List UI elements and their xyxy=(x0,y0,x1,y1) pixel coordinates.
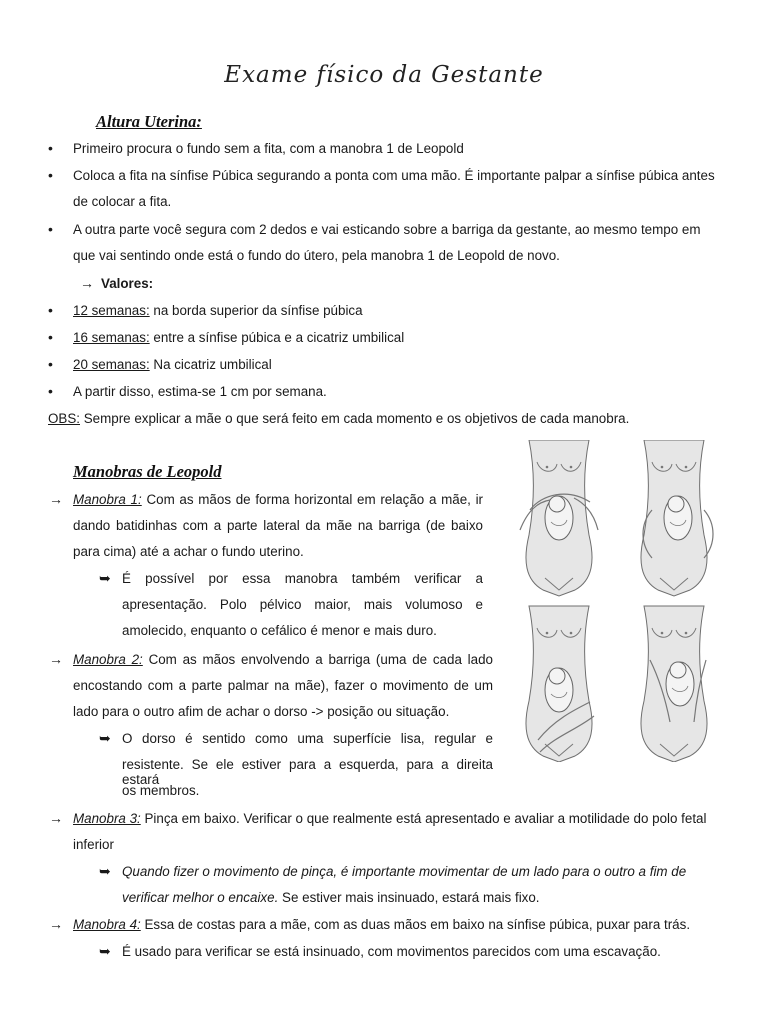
obs-line xyxy=(48,411,629,426)
leopold-illustrations xyxy=(510,440,730,762)
valor-text: Na cicatriz umbilical xyxy=(149,357,272,372)
manobra-2-sub-line-3: os membros. xyxy=(122,783,200,798)
manobra-4-text: Essa de costas para a mãe, com as duas mãos em baixo na sínfise púbica, puxar para trás. xyxy=(140,917,691,932)
arrow-icon: → xyxy=(49,810,63,826)
manobra-1-line-2: dando batidinhas com a parte lateral da mãe na barriga (de baixo xyxy=(73,518,483,533)
altura-bullet-3-line-1: A outra parte você segura com 2 dedos e vai esticando sobre a barriga da gestante, ao mesmo tempo em xyxy=(73,222,701,237)
manobra-1-line-3: para cima) até a achar o fundo uterino. xyxy=(73,544,304,559)
arrow-icon: → xyxy=(49,491,63,507)
manobra-1-sub-line-2: apresentação. Polo pélvico maior, mais volumoso e xyxy=(122,597,483,612)
valor-label: 12 semanas: xyxy=(73,303,150,318)
valor-text: na borda superior da sínfise púbica xyxy=(149,303,363,318)
manobra-2-figure xyxy=(641,440,713,596)
manobra-3-line-2: inferior xyxy=(73,837,114,852)
bullet-icon: • xyxy=(48,221,53,237)
manobra-4-label: Manobra 4: xyxy=(73,917,141,932)
page-title: Exame físico da Gestante xyxy=(224,62,544,88)
bullet-icon: • xyxy=(48,140,53,156)
valor-text: entre a sínfise púbica e a cicatriz umbilical xyxy=(149,330,405,345)
manobra-4-sub-line-1: É usado para verificar se está insinuado, com movimentos parecidos com uma escavação. xyxy=(122,944,661,959)
arrow-icon: → xyxy=(80,275,94,291)
manobra-1-sub-line-3: amolecido, enquanto o cefálico é menor e mais duro. xyxy=(122,623,437,638)
valor-label: 16 semanas: xyxy=(73,330,150,345)
arrow-icon: → xyxy=(49,916,63,932)
check-arrow-icon: ➥ xyxy=(99,730,111,746)
manobra-2-sub-line-1: O dorso é sentido como uma superfície lisa, regular e xyxy=(122,731,493,746)
manobra-3-sub-rest: Se estiver mais insinuado, estará mais fixo. xyxy=(278,890,540,905)
valor-label: 20 semanas: xyxy=(73,357,150,372)
manobra-1-sub-line-1: É possível por essa manobra também verificar a xyxy=(122,571,483,586)
valor-16-semanas xyxy=(73,330,404,345)
valor-20-semanas xyxy=(73,357,272,372)
bullet-icon: • xyxy=(48,329,53,345)
leopold-heading: Manobras de Leopold xyxy=(73,462,222,481)
manobra-3-line-1 xyxy=(73,811,706,826)
check-arrow-icon: ➥ xyxy=(99,943,111,959)
manobra-2-sub-line-2: resistente. Se ele estiver para a esquerda, para a direita estará xyxy=(122,757,493,787)
manobra-4-figure xyxy=(641,606,707,762)
altura-heading: Altura Uterina: xyxy=(96,112,202,131)
manobra-1-label: Manobra 1: xyxy=(73,492,142,507)
manobra-2-line-2: encostando com a parte palmar na mãe), fazer o movimento de um xyxy=(73,678,493,693)
altura-partir: A partir disso, estima-se 1 cm por semana. xyxy=(73,384,327,399)
arrow-icon: → xyxy=(49,651,63,667)
altura-bullet-1: Primeiro procura o fundo sem a fita, com a manobra 1 de Leopold xyxy=(73,141,464,156)
bullet-icon: • xyxy=(48,302,53,318)
manobra-3-label: Manobra 3: xyxy=(73,811,141,826)
bullet-icon: • xyxy=(48,356,53,372)
bullet-icon: • xyxy=(48,167,53,183)
bullet-icon: • xyxy=(48,383,53,399)
manobra-1-figure xyxy=(520,440,598,596)
manobra-2-label: Manobra 2: xyxy=(73,652,143,667)
manobra-4-line-1 xyxy=(73,917,690,932)
altura-bullet-2-line-1: Coloca a fita na sínfise Púbica segurando a ponta com uma mão. É importante palpar a sínfise púbica antes xyxy=(73,168,715,183)
altura-bullet-2-line-2: de colocar a fita. xyxy=(73,194,172,209)
obs-text: Sempre explicar a mãe o que será feito em cada momento e os objetivos de cada manobra. xyxy=(80,411,630,426)
valor-12-semanas xyxy=(73,303,363,318)
manobra-3-sub-line-1: Quando fizer o movimento de pinça, é importante movimentar de um lado para o outro a fim de xyxy=(122,864,687,879)
manobra-3-text: Pinça em baixo. Verificar o que realmente está apresentado e avaliar a motilidade do polo fetal xyxy=(140,811,707,826)
obs-label: OBS: xyxy=(48,411,80,426)
check-arrow-icon: ➥ xyxy=(99,570,111,586)
manobra-1-text: Com as mãos de forma horizontal em relação a mãe, ir xyxy=(146,492,484,507)
manobra-3-sub-italic: verificar melhor o encaixe. xyxy=(122,890,279,905)
manobra-2-line-3: lado para o outro afim de achar o dorso -> posição ou situação. xyxy=(73,704,450,719)
manobra-3-figure xyxy=(526,606,594,762)
manobra-3-sub-line-2 xyxy=(122,890,540,905)
valores-label: Valores: xyxy=(101,276,154,291)
check-arrow-icon: ➥ xyxy=(99,863,111,879)
manobra-2-text: Com as mãos envolvendo a barriga (uma de cada lado xyxy=(148,652,493,667)
altura-bullet-3-line-2: que vai sentindo onde está o fundo do útero, pela manobra 1 de Leopold de novo. xyxy=(73,248,560,263)
